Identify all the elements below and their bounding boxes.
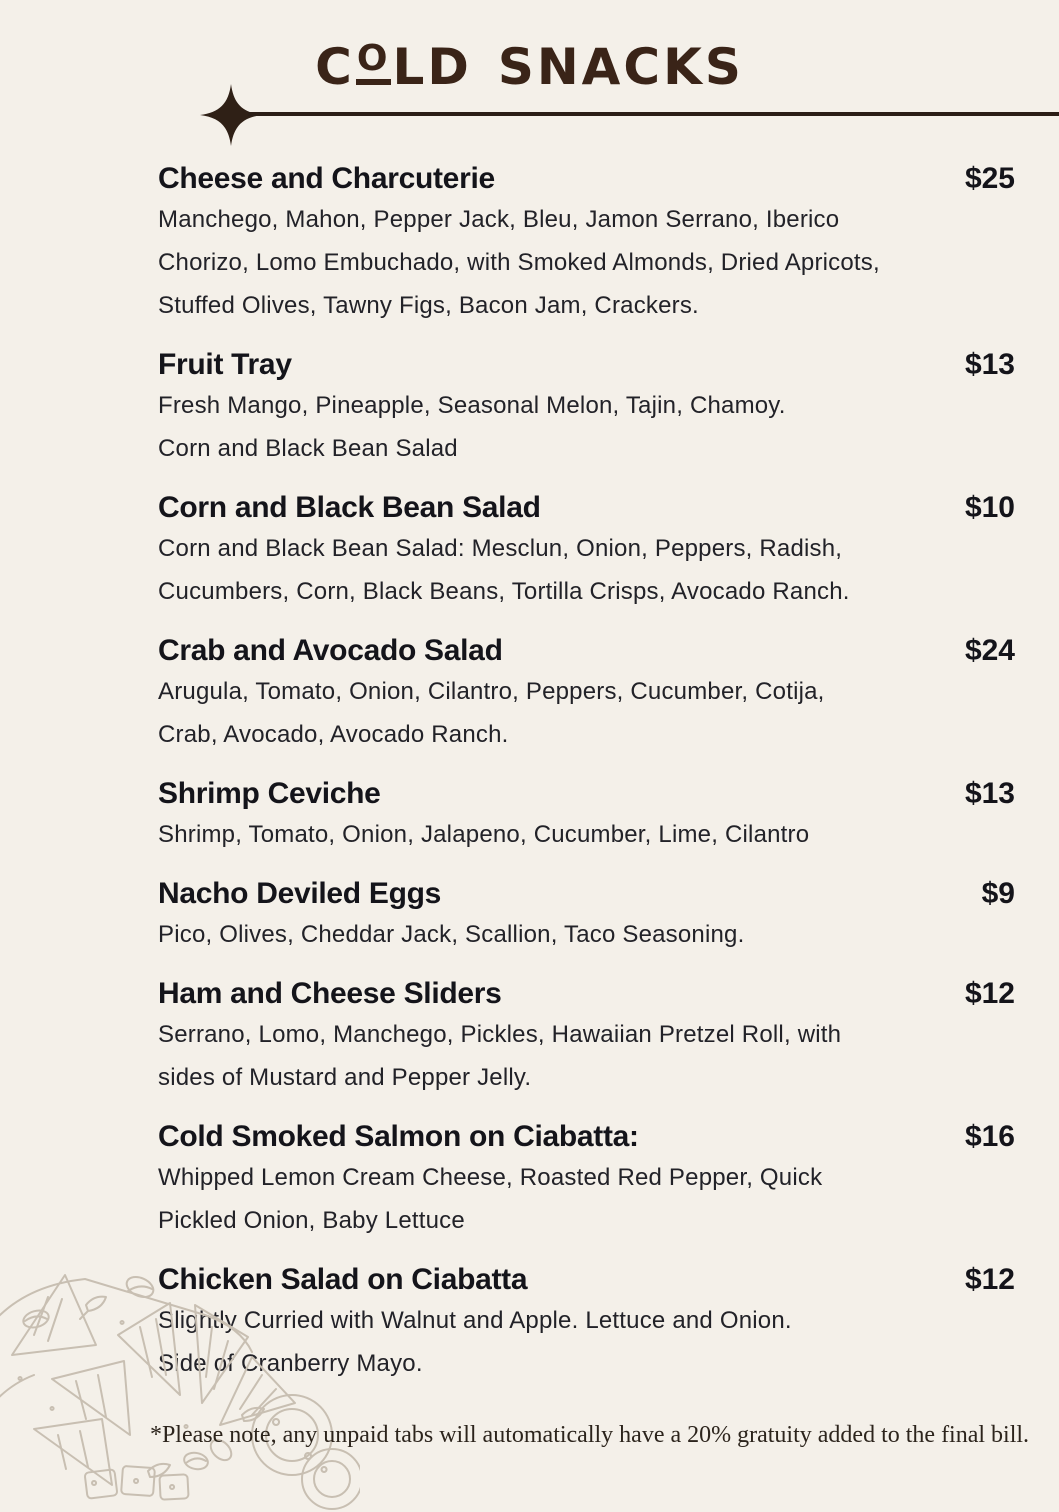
- item-head: [158, 977, 1015, 1011]
- description-line: Slightly Curried with Walnut and Apple. Lettuce and Onion.: [158, 1307, 792, 1334]
- item-head: [158, 777, 1015, 811]
- item-description: [158, 913, 1015, 956]
- menu-item-crab-and-avocado-salad: [158, 634, 1015, 756]
- item-description: [158, 198, 1015, 327]
- menu-item-cheese-and-charcuterie: [158, 162, 1015, 327]
- item-price: $13: [964, 348, 1015, 381]
- item-price: $13: [964, 777, 1015, 810]
- description-line: Manchego, Mahon, Pepper Jack, Bleu, Jamon Serrano, Iberico: [158, 206, 840, 233]
- description-line: Pico, Olives, Cheddar Jack, Scallion, Taco Seasoning.: [158, 921, 745, 948]
- description-line: Fresh Mango, Pineapple, Seasonal Melon, Tajin, Chamoy.: [158, 392, 786, 419]
- item-price: $9: [981, 877, 1015, 910]
- nachos-sketch-illustration: [0, 1257, 360, 1512]
- item-head: [158, 491, 1015, 525]
- item-price: $12: [964, 977, 1015, 1010]
- item-price: $16: [964, 1120, 1015, 1153]
- description-line: Shrimp, Tomato, Onion, Jalapeno, Cucumber, Lime, Cilantro: [158, 821, 810, 848]
- item-description: [158, 527, 1015, 613]
- item-name: Corn and Black Bean Salad: [158, 491, 541, 524]
- menu-header: [0, 0, 1059, 160]
- menu-item-corn-and-black-bean-salad: [158, 491, 1015, 613]
- title-word-snacks: SNACKS: [497, 38, 744, 96]
- page-title: [0, 38, 1059, 96]
- item-price: $12: [964, 1263, 1015, 1296]
- title-part-ld: LD: [392, 38, 472, 96]
- item-name: Cheese and Charcuterie: [158, 162, 495, 195]
- item-price: $24: [964, 634, 1015, 667]
- title-divider: [248, 112, 1059, 116]
- menu-item-ham-and-cheese-sliders: [158, 977, 1015, 1099]
- description-line: Whipped Lemon Cream Cheese, Roasted Red Pepper, Quick: [158, 1164, 823, 1191]
- item-name: Chicken Salad on Ciabatta: [158, 1263, 528, 1296]
- item-description: [158, 1013, 1015, 1099]
- description-line: Pickled Onion, Baby Lettuce: [158, 1207, 465, 1234]
- description-line: Chorizo, Lomo Embuchado, with Smoked Almonds, Dried Apricots,: [158, 249, 880, 276]
- item-description: [158, 813, 1015, 856]
- item-head: [158, 162, 1015, 196]
- item-head: [158, 348, 1015, 382]
- item-price: $25: [964, 162, 1015, 195]
- item-name: Fruit Tray: [158, 348, 292, 381]
- item-description: [158, 384, 1015, 470]
- item-description: [158, 670, 1015, 756]
- item-head: [158, 877, 1015, 911]
- item-price: $10: [964, 491, 1015, 524]
- menu-item-nacho-deviled-eggs: [158, 877, 1015, 956]
- description-line: Corn and Black Bean Salad: Mesclun, Onion, Peppers, Radish,: [158, 535, 843, 562]
- title-part-c: C: [315, 38, 355, 96]
- item-name: Crab and Avocado Salad: [158, 634, 503, 667]
- description-line: Stuffed Olives, Tawny Figs, Bacon Jam, Crackers.: [158, 292, 699, 319]
- menu-list: [158, 162, 1015, 1406]
- item-name: Nacho Deviled Eggs: [158, 877, 442, 910]
- item-name: Ham and Cheese Sliders: [158, 977, 502, 1010]
- item-name: Shrimp Ceviche: [158, 777, 381, 810]
- item-name: Cold Smoked Salmon on Ciabatta:: [158, 1120, 639, 1153]
- item-head: [158, 634, 1015, 668]
- gratuity-footer-note: *Please note, any unpaid tabs will automatically have a 20% gratuity added to the final bill.: [149, 1422, 1030, 1448]
- menu-item-shrimp-ceviche: [158, 777, 1015, 856]
- title-small-o: O: [356, 40, 392, 85]
- menu-item-fruit-tray: [158, 348, 1015, 470]
- menu-item-cold-smoked-salmon-on-ciabatta: [158, 1120, 1015, 1242]
- description-line: Serrano, Lomo, Manchego, Pickles, Hawaiian Pretzel Roll, with: [158, 1021, 842, 1048]
- description-line: Arugula, Tomato, Onion, Cilantro, Peppers, Cucumber, Cotija,: [158, 678, 825, 705]
- description-line: Side of Cranberry Mayo.: [158, 1350, 423, 1377]
- description-line: Cucumbers, Corn, Black Beans, Tortilla Crisps, Avocado Ranch.: [158, 578, 850, 605]
- description-line: Corn and Black Bean Salad: [158, 435, 458, 462]
- item-head: [158, 1120, 1015, 1154]
- description-line: Crab, Avocado, Avocado Ranch.: [158, 721, 509, 748]
- description-line: sides of Mustard and Pepper Jelly.: [158, 1064, 532, 1091]
- item-description: [158, 1156, 1015, 1242]
